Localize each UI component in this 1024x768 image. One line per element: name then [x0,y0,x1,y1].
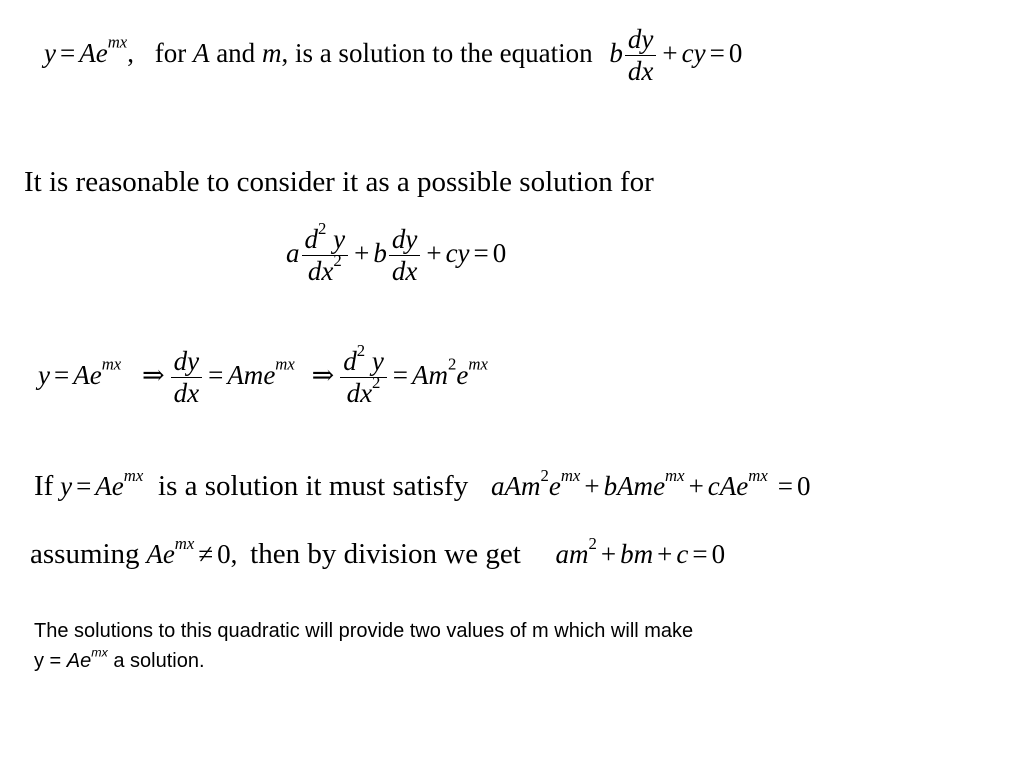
exponent-mx: mx [123,465,144,485]
zero: 0 [711,539,726,569]
exponent-mx: mx [101,354,122,374]
statement-line [44,24,742,87]
text-and: and [216,37,256,68]
fraction-d2y-dx2 [340,340,387,409]
denominator: dx [171,377,202,409]
second-order-ode [286,218,507,287]
math-e: e [95,37,108,68]
exponent-2: 2 [540,465,549,485]
numerator: dy [627,24,654,54]
zero: 0 [797,471,811,501]
numerator: dy [173,346,200,376]
math-A: A [146,539,163,569]
text-for: for [154,37,187,68]
text-A: A [192,37,210,68]
implies-arrow: ⇒ [141,359,165,390]
fraction-d2y-dx2 [302,218,349,287]
assuming-line [30,533,726,571]
fraction-dy-dx [171,346,202,409]
math-A: A [73,359,90,390]
d: d [304,224,318,254]
if-solution-line [34,465,811,503]
d: d [343,346,357,376]
math-y: y [60,471,73,501]
plus-sign: + [426,237,442,268]
text-then: then by division we get [250,538,521,570]
equals-sign: = [53,359,70,390]
exponent-mx: mx [560,465,581,485]
y: y [333,224,346,254]
exponent-mx: mx [174,533,195,553]
math-cy: cy [445,237,470,268]
y: y [371,346,384,376]
exponent-2: 2 [372,372,381,392]
plus-sign: + [688,471,704,501]
exponent-2: 2 [448,354,457,374]
exponent-2: 2 [318,218,327,238]
plus-sign: + [584,471,600,501]
exponent-mx: mx [468,354,488,374]
math-aAm: aAm [490,471,541,501]
math-b: b [373,237,387,268]
plus-sign: + [354,237,370,268]
equals-sign: = [777,471,794,501]
math-e: e [111,471,124,501]
footer-rest: a solution. [107,650,205,672]
footer-line-2 [34,645,205,673]
fraction-dy-dx [389,224,420,287]
dx: dx [346,378,373,409]
math-am: am [555,539,589,569]
exponent-2: 2 [333,250,342,270]
math-Am: Am [227,359,264,390]
footer-Ae: Ae [66,650,92,672]
math-c: c [676,539,689,569]
math-cA: cA [707,471,737,501]
footer-line-1: The solutions to this quadratic will provide two values of m which will make [34,620,694,642]
text-if: If [34,470,54,502]
denominator [302,250,349,287]
exponent-2: 2 [356,340,366,360]
exponent-mx: mx [748,465,768,485]
denominator: dx [389,255,420,287]
plus-sign: + [600,539,617,569]
zero: 0 [728,37,743,68]
footer-y-eq: y = [34,650,67,672]
math-e: e [89,359,102,390]
math-y: y [38,359,50,390]
not-equal-sign: ≠ [198,539,214,569]
math-e: e [548,471,561,501]
denominator: dx [625,55,656,87]
text-m: m [261,37,282,68]
equals-sign: = [392,359,409,390]
denominator [340,372,387,409]
math-e: e [162,539,175,569]
math-e: e [736,471,749,501]
implies-arrow: ⇒ [311,359,335,390]
exponent-2: 2 [588,533,597,553]
dx: dx [307,256,334,287]
derivative-chain [38,340,488,409]
plus-sign: + [657,539,673,569]
consider-line: It is reasonable to consider it as a possible solution for [24,166,654,198]
equals-sign: = [692,539,708,569]
fraction-dy-dx [625,24,656,87]
text-assuming: assuming [30,538,140,570]
math-Am: Am [412,359,449,390]
math-A: A [95,471,112,501]
equals-sign: = [709,37,725,68]
comma: , [127,37,134,68]
plus-sign: + [662,37,678,68]
math-cy: cy [681,37,706,68]
math-e: e [456,359,469,390]
math-b: b [609,37,623,68]
equals-sign: = [59,37,76,68]
text-rest: , is a solution to the equation [281,37,593,68]
equals-sign: = [76,471,92,501]
text-solution: is a solution it must satisfy [158,470,469,502]
math-e: e [263,359,276,390]
math-a: a [286,237,300,268]
math-y: y [44,37,56,68]
exponent-mx: mx [107,32,128,52]
math-e: e [653,471,666,501]
numerator: dy [391,224,418,254]
math-bm: bm [620,539,654,569]
math-A: A [79,37,96,68]
footer-exponent-mx: mx [91,645,108,660]
equals-sign: = [208,359,224,390]
zero-comma: 0, [217,539,238,569]
zero: 0 [492,237,507,268]
exponent-mx: mx [275,354,295,374]
exponent-mx: mx [665,465,685,485]
math-bAm: bAm [603,471,654,501]
equals-sign: = [473,237,489,268]
